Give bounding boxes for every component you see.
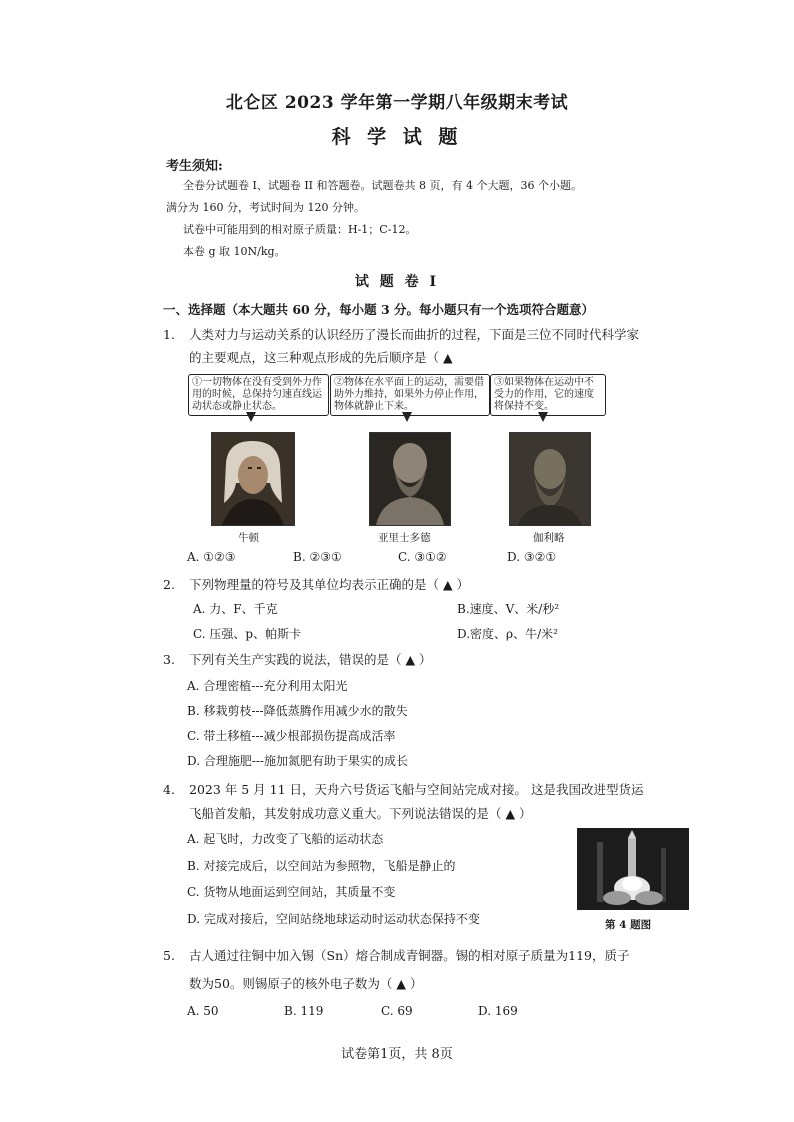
q5-stem-line-1: 5. 古人通过往铜中加入锡（Sn）熔合制成青铜器。锡的相对原子质量为119，质子: [163, 948, 630, 963]
q2-stem: 2. 下列物理量的符号及其单位均表示正确的是（ ▲ ）: [163, 577, 470, 592]
q5-option-d: D. 169: [478, 1004, 518, 1018]
q2-number: 2.: [163, 577, 175, 592]
q1-option-d: D. ③②①: [507, 550, 557, 564]
q2-option-c: C. 压强、p、帕斯卡: [193, 627, 302, 641]
exam-subtitle: 科 学 试 题: [331, 126, 463, 148]
q3-stem: 3. 下列有关生产实践的说法，错误的是（ ▲ ）: [163, 652, 432, 667]
q5-option-b: B. 119: [284, 1004, 324, 1018]
galileo-portrait-image: [509, 432, 591, 526]
caption-newton: 牛顿: [238, 532, 259, 544]
notice-line-3: 试卷中可能用到的相对原子质量：H-1；C-12。: [183, 223, 417, 236]
page-footer: 试卷第1页，共 8页: [341, 1047, 453, 1062]
rocket-launch-image: [577, 828, 689, 910]
q2-option-d: D.密度、ρ、牛/米²: [457, 627, 558, 641]
q1-bubble-newton: ①一切物体在没有受到外力作用的时候，总保持匀速直线运动状态或静止状态。: [188, 374, 329, 416]
q1-bubble-aristotle: ②物体在水平面上的运动，需要借助外力维持，如果外力停止作用，物体就静止下来。: [330, 374, 490, 416]
q2-option-a: A. 力、F、千克: [193, 602, 278, 616]
q1-bubble-galileo: ③如果物体在运动中不受力的作用，它的速度将保持不变。: [490, 374, 606, 416]
q1-stem-line-2: 的主要观点，这三种观点形成的先后顺序是（ ▲: [189, 350, 453, 365]
q5-stem-line-2: 数为50。则锡原子的核外电子数为（ ▲ ）: [189, 976, 423, 991]
q4-number: 4.: [163, 782, 175, 797]
q1-option-b: B. ②③①: [293, 550, 342, 564]
q2-option-b: B.速度、V、米/秒²: [457, 602, 560, 616]
exam-title: 北仑区 2023 学年第一学期八年级期末考试: [225, 93, 569, 113]
q4-option-a: A. 起飞时，力改变了飞船的运动状态: [187, 832, 384, 846]
q1-option-c: C. ③①②: [398, 550, 447, 564]
q3-number: 3.: [163, 652, 175, 667]
notice-line-4: 本卷 g 取 10N/kg。: [183, 245, 286, 258]
notice-line-2: 满分为 160 分，考试时间为 120 分钟。: [166, 201, 365, 214]
q4-option-d: D. 完成对接后，空间站绕地球运动时运动状态保持不变: [187, 912, 480, 926]
caption-galileo: 伽利略: [533, 532, 565, 544]
q1-number: 1.: [163, 327, 175, 342]
q3-option-d: D. 合理施肥---施加氮肥有助于果实的成长: [187, 754, 408, 768]
notice-heading: 考生须知:: [166, 159, 223, 174]
q3-option-a: A. 合理密植---充分利用太阳光: [187, 679, 348, 693]
q3-option-b: B. 移栽剪枝---降低蒸腾作用减少水的散失: [187, 704, 408, 718]
notice-line-1: 全卷分试题卷 I、试题卷 II 和答题卷。试题卷共 8 页，有 4 个大题，36 个小题。: [183, 179, 583, 192]
q1-bubble-tail-3: [538, 412, 548, 422]
q5-number: 5.: [163, 948, 175, 963]
q3-option-c: C. 带土移植---减少根部损伤提高成活率: [187, 729, 396, 743]
q5-option-a: A. 50: [187, 1004, 219, 1018]
q4-stem-line-1: 4. 2023 年 5 月 11 日，天舟六号货运飞船与空间站完成对接。 这是我国改进型货运: [163, 782, 644, 797]
caption-aristotle: 亚里士多德: [378, 532, 431, 544]
section-title: 试 题 卷 I: [354, 274, 440, 290]
q1-stem-line-1: 1. 人类对力与运动关系的认识经历了漫长而曲折的过程，下面是三位不同时代科学家: [163, 327, 640, 342]
q4-option-b: B. 对接完成后，以空间站为参照物，飞船是静止的: [187, 859, 456, 873]
section-heading: 一、选择题（本大题共 60 分，每小题 3 分。每小题只有一个选项符合题意）: [163, 302, 595, 317]
q1-bubble-tail-2: [402, 412, 412, 422]
q4-stem-line-2: 飞船首发船，其发射成功意义重大。下列说法错误的是（ ▲ ）: [189, 806, 532, 821]
q4-option-c: C. 货物从地面运到空间站，其质量不变: [187, 885, 396, 899]
q1-bubble-tail-1: [246, 412, 256, 422]
newton-portrait-image: [211, 432, 295, 526]
aristotle-bust-image: [369, 432, 451, 526]
q4-figure-caption: 第 4 题图: [605, 919, 652, 931]
q1-option-a: A. ①②③: [187, 550, 236, 564]
q5-option-c: C. 69: [381, 1004, 413, 1018]
